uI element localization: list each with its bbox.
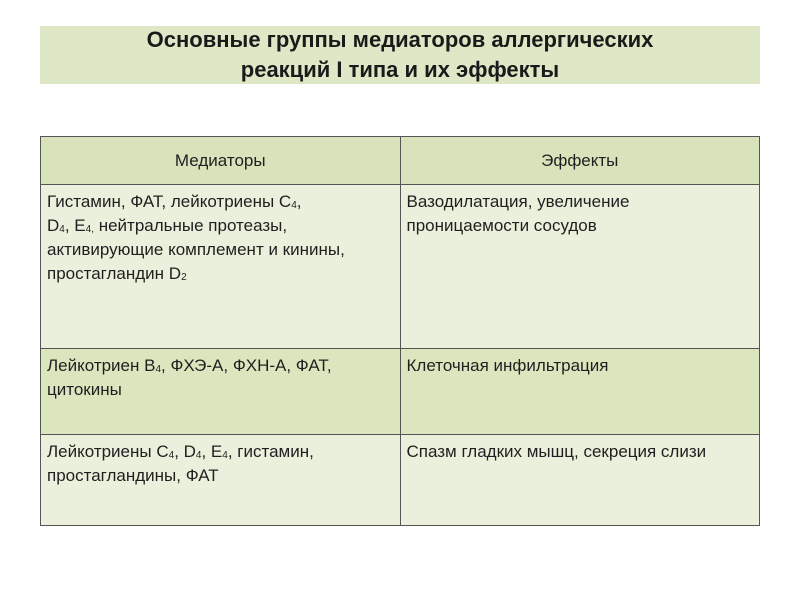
mediators-cell — [41, 349, 401, 435]
subscript: 4, — [85, 224, 94, 235]
effect-cell: Спазм гладких мышц, секреция слизи — [400, 435, 759, 526]
header-mediators: Медиаторы — [41, 137, 401, 185]
subscript: 4 — [155, 364, 162, 375]
subscript: 4 — [59, 224, 65, 235]
mediators-text: Лейкотриены С — [47, 442, 169, 461]
mediators-text: , — [296, 192, 302, 211]
header-effects: Эффекты — [400, 137, 759, 185]
page-title — [40, 26, 760, 84]
title-line-2: реакций I типа и их эффекты — [240, 57, 560, 82]
mediators-text: , Е — [64, 216, 86, 235]
subscript: 4 — [195, 450, 202, 461]
mediators-text: , D — [174, 442, 196, 461]
subscript: 2 — [181, 272, 187, 283]
table-header-row — [41, 137, 760, 185]
mediators-text: Лейкотриен В — [47, 356, 156, 375]
mediators-cell — [41, 435, 401, 526]
mediators-text: D — [47, 216, 60, 235]
mediators-cell — [41, 185, 401, 349]
table-row — [41, 435, 760, 526]
effect-cell: Вазодилатация, увеличение проницаемости сосудов — [400, 185, 759, 349]
mediators-text: , гистамин, простагландины, ФАТ — [47, 442, 314, 485]
mediators-text: , ФХЭ-А, ФХН-А, ФАТ, цитокины — [47, 356, 332, 399]
mediators-table — [40, 136, 760, 526]
mediators-text: Гистамин, ФАТ, лейкотриены С — [47, 192, 292, 211]
effect-cell: Клеточная инфильтрация — [400, 349, 759, 435]
title-line-1: Основные группы медиаторов аллергических — [146, 27, 654, 52]
subscript: 4 — [168, 450, 175, 461]
mediators-text: нейтральные протеазы, активирующие комплемент и кинины, простагландин D — [47, 216, 345, 283]
table-row — [41, 185, 760, 349]
mediators-text: , Е — [201, 442, 223, 461]
table-row — [41, 349, 760, 435]
subscript: 4 — [222, 450, 228, 461]
subscript: 4 — [291, 200, 297, 211]
